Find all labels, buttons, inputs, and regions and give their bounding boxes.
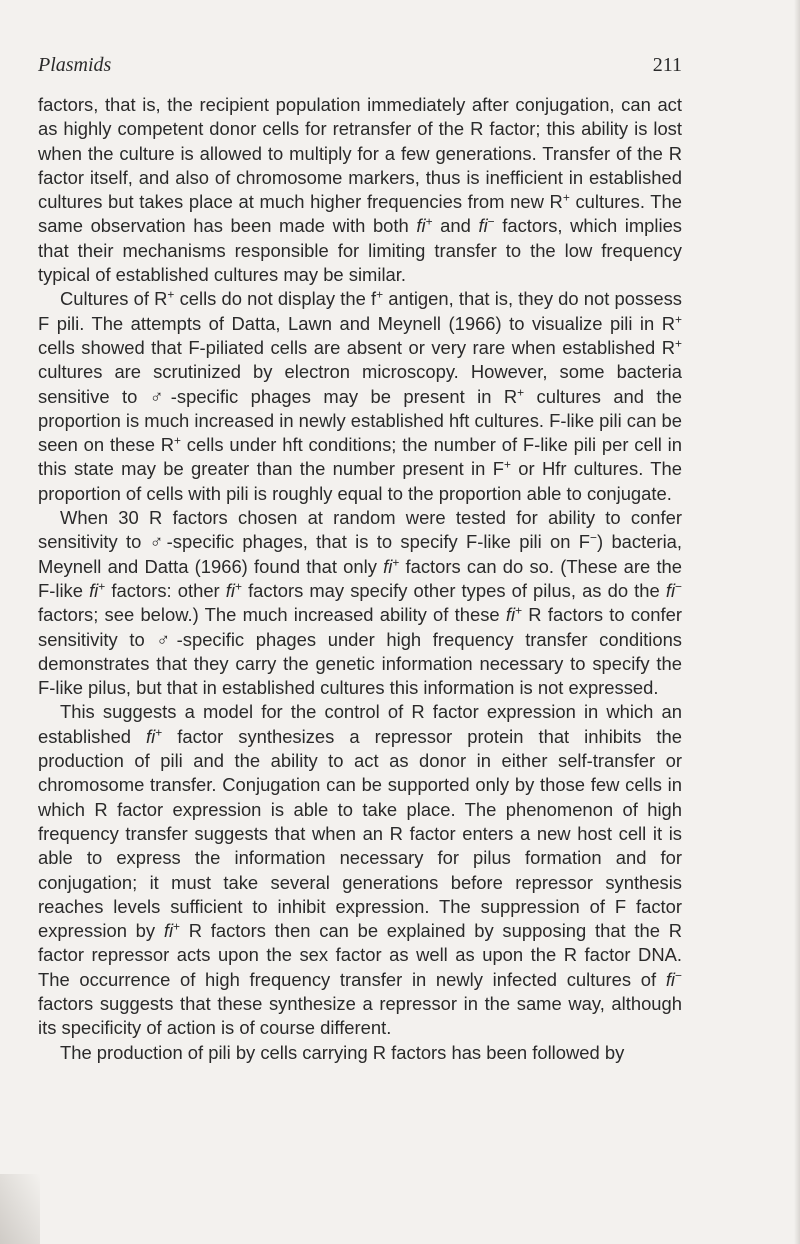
italic-term: fi: [225, 579, 235, 601]
superscript: +: [392, 555, 400, 570]
superscript: −: [675, 968, 682, 983]
text-run: factors suggests that these synthesize a repressor in the same way, although its specificity of action is of course different.: [38, 992, 682, 1039]
superscript: +: [515, 603, 523, 618]
text-run: factors: other: [105, 579, 226, 601]
italic-term: fi: [665, 968, 676, 990]
text-run: The production of pili by cells carrying R factors has been followed by: [60, 1041, 625, 1063]
text-run: cultures. The same observation has been made with both: [38, 191, 682, 237]
text-run: and: [432, 215, 479, 237]
superscript: +: [425, 214, 433, 229]
running-title: Plasmids: [38, 54, 112, 76]
text-run: antigen, that is, they do not possess F pili. The attempts of Datta, Lawn and Meynell (1966) to visualize pili in R: [38, 288, 682, 334]
italic-term: fi: [383, 555, 393, 577]
text-run: cultures are scrutinized by electron microscopy. However, some bacteria sensitive to ♂-specific phages may be present in R: [38, 361, 682, 407]
superscript: −: [487, 214, 495, 229]
text-run: ) bacteria, Meynell and Datta (1966) found that only: [38, 531, 682, 577]
superscript: +: [173, 919, 181, 934]
text-run: When 30 R factors chosen at random were tested for ability to confer sensitivity to ♂-specific phages, that is to specify F-like pili on F: [38, 507, 682, 553]
superscript: +: [503, 457, 511, 472]
superscript: +: [376, 287, 384, 302]
superscript: +: [174, 433, 181, 448]
text-run: factors can do so. (These are the F-like: [38, 555, 683, 601]
paragraph: [38, 506, 682, 700]
text-run: This suggests a model for the control of R factor expression in which an established: [38, 701, 682, 747]
text-run: factors may specify other types of pilus, as do the: [241, 579, 666, 601]
superscript: −: [675, 579, 683, 594]
italic-term: fi: [146, 725, 156, 747]
page-number: 211: [652, 54, 682, 76]
paragraph: [38, 700, 682, 1040]
superscript: +: [517, 385, 525, 399]
superscript: +: [562, 190, 570, 205]
paragraph: [38, 1041, 682, 1065]
text-run: factors, that is, the recipient population immediately after conjugation, can act as highly competent donor cells for retransfer of the R factor; this ability is lost when the culture is allowed to multiply for a few generations. Transfer of the R factor itself, and also of chromosome markers, thus is inefficient in established cultures but takes place at much higher frequencies from new R: [38, 94, 682, 213]
superscript: +: [675, 336, 682, 351]
superscript: +: [155, 725, 163, 740]
scan-corner-shadow: [0, 1174, 40, 1244]
text-run: factor synthesizes a repressor protein that inhibits the production of pili and the ability to act as donor in either self-transfer or chromosome transfer. Conjugation can be supported only by those few cells in which R factor expression is able to take place. The phenomenon of high frequency transfer suggests that when an R factor enters a new host cell it is able to express the information necessary for pilus formation and for conjugation; it must take several generations before repressor synthesis reaches levels sufficient to inhibit expression. The suppression of F factor expression by: [38, 725, 682, 942]
superscript: +: [675, 312, 682, 327]
text-run: R factors to confer sensitivity to ♂-specific phages under high frequency transfer conditions demonstrates that they carry the genetic information necessary to specify the F-like pilus, but that in established cultures this information is not expressed.: [38, 604, 682, 699]
page-edge-shadow: [794, 0, 800, 1244]
superscript: +: [234, 579, 242, 594]
italic-term: fi: [89, 579, 99, 601]
paragraph: [38, 93, 682, 287]
page-header: [38, 54, 682, 77]
italic-term: fi: [416, 215, 426, 237]
text-run: factors; see below.) The much increased ability of these: [38, 604, 506, 626]
italic-term: fi: [163, 920, 174, 942]
italic-term: fi: [665, 579, 676, 601]
italic-term: fi: [478, 215, 488, 237]
text-run: cultures and the proportion is much increased in newly established hft cultures. F-like pili can be seen on these R: [38, 385, 682, 456]
text-run: cells under hft conditions; the number of F-like pili per cell in this state may be greater than the number present in F: [38, 434, 682, 480]
text-run: cells showed that F-piliated cells are absent or very rare when established R: [38, 336, 676, 358]
text-run: factors, which implies that their mechanisms responsible for limiting transfer to the low frequency typical of established cultures may be similar.: [38, 215, 683, 286]
superscript: −: [590, 530, 598, 545]
text-run: or Hfr cultures. The proportion of cells with pili is roughly equal to the proportion able to conjugate.: [38, 458, 682, 504]
superscript: +: [98, 579, 106, 594]
italic-term: fi: [505, 604, 516, 626]
text-run: cells do not display the f: [174, 288, 377, 310]
superscript: +: [167, 287, 175, 302]
book-page: [38, 54, 682, 1065]
text-run: Cultures of R: [60, 288, 168, 310]
text-run: R factors then can be explained by supposing that the R factor repressor acts upon the sex factor as well as upon the R factor DNA. The occurrence of high frequency transfer in newly infected cultures of: [38, 920, 682, 990]
body-text: [38, 93, 682, 1065]
paragraph: [38, 287, 682, 506]
